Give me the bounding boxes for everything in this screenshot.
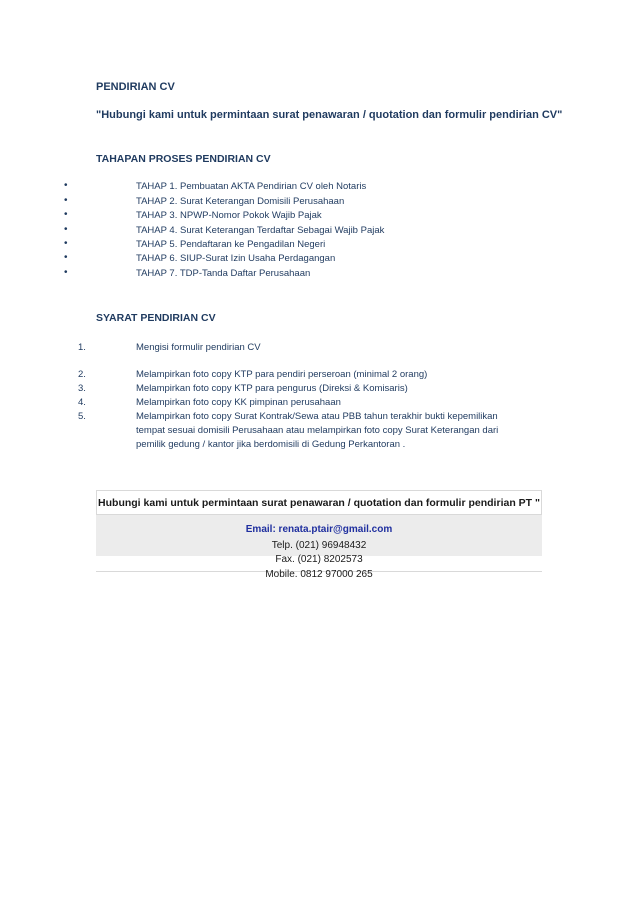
requirement-text: Mengisi formulir pendirian CV bbox=[136, 342, 261, 353]
requirements-heading: SYARAT PENDIRIAN CV bbox=[96, 312, 216, 324]
item-number: 2. bbox=[78, 369, 86, 380]
stage-text: TAHAP 5. Pendaftaran ke Pengadilan Negeri bbox=[136, 239, 326, 250]
mobile-number: Mobile. 0812 97000 265 bbox=[265, 569, 373, 580]
requirement-text: tempat sesuai domisili Perusahaan atau melampirkan foto copy Surat Keterangan dari bbox=[136, 425, 499, 436]
requirement-text: Melampirkan foto copy KK pimpinan perusahaan bbox=[136, 397, 341, 408]
stage-text: TAHAP 4. Surat Keterangan Terdaftar Sebagai Wajib Pajak bbox=[136, 225, 385, 236]
stage-text: TAHAP 3. NPWP-Nomor Pokok Wajib Pajak bbox=[136, 210, 322, 221]
stage-text: TAHAP 2. Surat Keterangan Domisili Perusahaan bbox=[136, 196, 345, 207]
bullet: • bbox=[64, 252, 68, 263]
contact-header: Hubungi kami untuk permintaan surat penawaran / quotation dan formulir pendirian PT " bbox=[96, 490, 542, 515]
phone-number: Telp. (021) 96948432 bbox=[271, 540, 367, 551]
bullet: • bbox=[64, 238, 68, 249]
bullet: • bbox=[64, 180, 68, 191]
stage-text: TAHAP 6. SIUP-Surat Izin Usaha Perdagangan bbox=[136, 253, 336, 264]
item-number: 4. bbox=[78, 397, 86, 408]
contact-box bbox=[96, 490, 542, 582]
bullet: • bbox=[64, 195, 68, 206]
intro-text: "Hubungi kami untuk permintaan surat penawaran / quotation dan formulir pendirian CV" bbox=[96, 109, 563, 121]
requirement-text: Melampirkan foto copy KTP para pengurus (Direksi & Komisaris) bbox=[136, 383, 408, 394]
fax-number: Fax. (021) 8202573 bbox=[275, 554, 363, 565]
stage-text: TAHAP 1. Pembuatan AKTA Pendirian CV oleh Notaris bbox=[136, 181, 367, 192]
item-number: 5. bbox=[78, 411, 86, 422]
requirement-text: pemilik gedung / kantor jika berdomisili di Gedung Perkantoran . bbox=[136, 439, 406, 450]
bullet: • bbox=[64, 267, 68, 278]
page-title: PENDIRIAN CV bbox=[96, 81, 175, 93]
requirement-text: Melampirkan foto copy KTP para pendiri perseroan (minimal 2 orang) bbox=[136, 369, 428, 380]
item-number: 1. bbox=[78, 342, 86, 353]
stage-text: TAHAP 7. TDP-Tanda Daftar Perusahaan bbox=[136, 268, 311, 279]
item-number: 3. bbox=[78, 383, 86, 394]
bullet: • bbox=[64, 209, 68, 220]
email-link[interactable]: Email: renata.ptair@gmail.com bbox=[245, 524, 393, 535]
stages-heading: TAHAPAN PROSES PENDIRIAN CV bbox=[96, 153, 271, 165]
bullet: • bbox=[64, 224, 68, 235]
requirement-text: Melampirkan foto copy Surat Kontrak/Sewa atau PBB tahun terakhir bukti kepemilikan bbox=[136, 411, 498, 422]
